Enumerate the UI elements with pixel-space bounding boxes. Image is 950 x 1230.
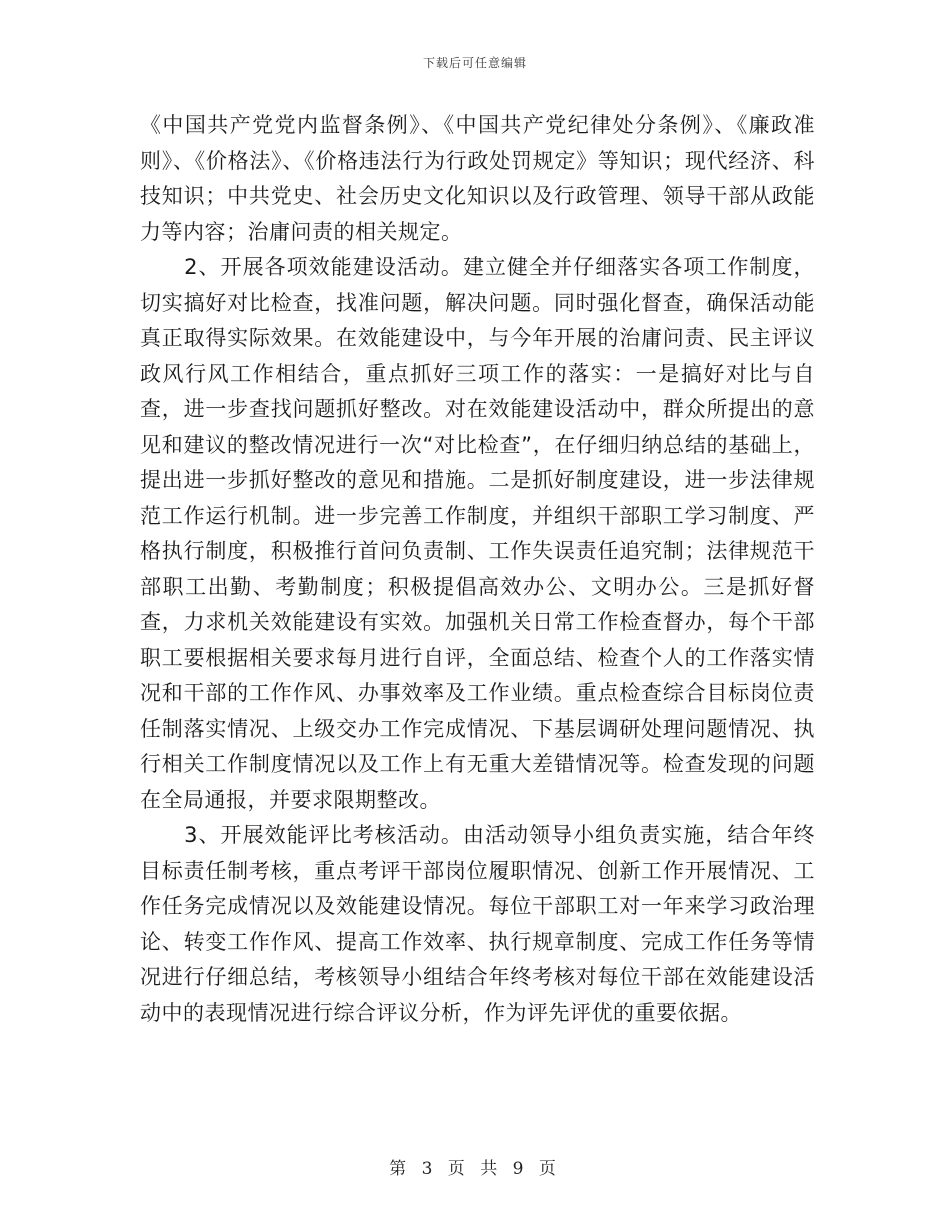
- header-note: 下载后可任意编辑: [422, 56, 527, 70]
- paragraph-continuation: 《中国共产党党内监督条例》、《中国共产党纪律处分条例》、《廉政准则》、《价格法》、《价格违法行为行政处罚规定》等知识；现代经济、科技知识；中共党史、社会历史文化知识以及行政管理、领导干部从政能力等内容；治庸问责的相关规定。: [140, 113, 815, 244]
- page-number: 第 3 页 共 9 页: [389, 1159, 561, 1179]
- document-body: [140, 108, 815, 1031]
- paragraph-item-3: 3、开展效能评比考核活动。由活动领导小组负责实施，结合年终目标责任制考核，重点考评干部岗位履职情况、创新工作开展情况、工作任务完成情况以及效能建设情况。每位干部职工对一年来学习政治理论、转变工作作风、提高工作效率、执行规章制度、完成工作任务等情况进行仔细总结，考核领导小组结合年终考核对每位干部在效能建设活动中的表现情况进行综合评议分析，作为评先评优的重要依据。: [140, 823, 815, 1025]
- paragraph-item-2: 2、开展各项效能建设活动。建立健全并仔细落实各项工作制度，切实搞好对比检查，找准问题，解决问题。同时强化督查，确保活动能真正取得实际效果。在效能建设中，与今年开展的治庸问责、民主评议政风行风工作相结合，重点抓好三项工作的落实：一是搞好对比与自查，进一步查找问题抓好整改。对在效能建设活动中，群众所提出的意见和建议的整改情况进行一次“对比检查”，在仔细归纳总结的基础上，提出进一步抓好整改的意见和措施。二是抓好制度建设，进一步法律规范工作运行机制。进一步完善工作制度，并组织干部职工学习制度、严格执行制度，积极推行首问负责制、工作失误责任追究制；法律规范干部职工出勤、考勤制度；积极提倡高效办公、文明办公。三是抓好督查，力求机关效能建设有实效。加强机关日常工作检查督办，每个干部职工要根据相关要求每月进行自评，全面总结、检查个人的工作落实情况和干部的工作作风、办事效率及工作业绩。重点检查综合目标岗位责任制落实情况、上级交办工作完成情况、下基层调研处理问题情况、执行相关工作制度情况以及工作上有无重大差错情况等。检查发现的问题在全局通报，并要求限期整改。: [140, 255, 815, 812]
